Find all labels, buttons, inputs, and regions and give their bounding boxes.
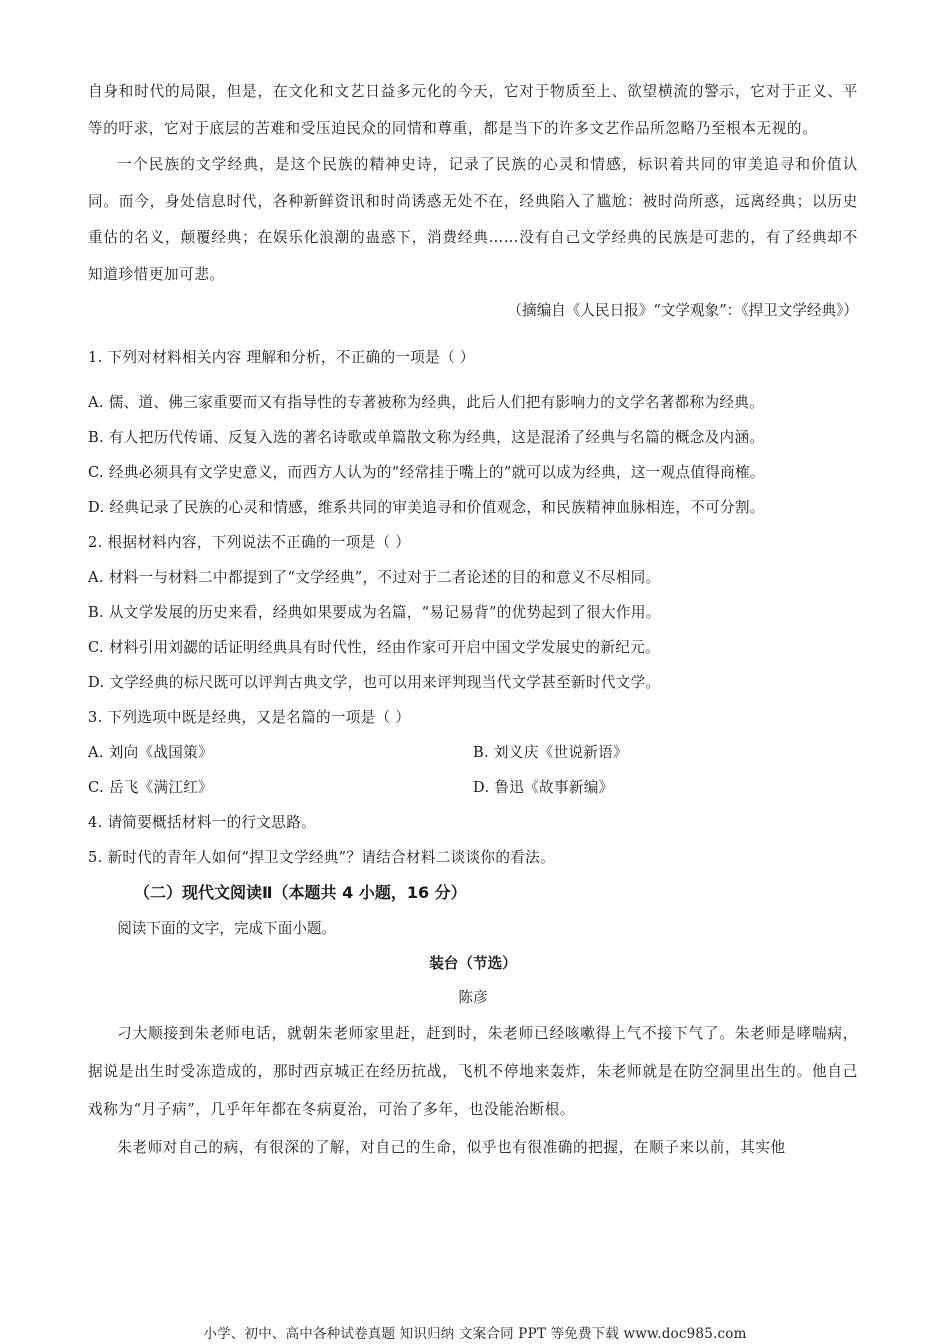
question-3-option-c: C. 岳飞《满江红》 (88, 778, 214, 796)
question-1-option-c: C. 经典必须具有文学史意义，而西方人认为的“经常挂于嘴上的”就可以成为经典，这一观点值得商榷。 (88, 463, 765, 481)
document-page (88, 74, 858, 1167)
question-5: 5. 新时代的青年人如何“捍卫文学经典”？请结合材料二谈谈你的看法。 (88, 848, 555, 866)
question-3-options-row-2 (88, 770, 858, 805)
source-citation: （摘编自《人民日报》“文学观象”：《捍卫文学经典》） (507, 302, 858, 319)
section-heading: （二）现代文阅读Ⅱ（本题共 4 小题，16 分） (134, 882, 467, 902)
question-1-stem: 1. 下列对材料相关内容 理解和分析，不正确的一项是（ ） (88, 348, 475, 366)
story-paragraph-1: 刁大顺接到朱老师电话，就朝朱老师家里赶，赶到时，朱老师已经咳嗽得上气不接下气了。朱老师是哮喘病，据说是出生时受冻造成的，那时西京城正在经历抗战，飞机不停地来轰炸，朱老师就是在防空洞里出生的。他自己戏称为“月子病”，几乎年年都在冬病夏治，可治了多年，也没能治断根。 (88, 1024, 858, 1118)
question-1-option-b: B. 有人把历代传诵、反复入选的著名诗歌或单篇散文称为经典，这是混淆了经典与名篇的概念及内涵。 (88, 428, 765, 446)
question-3-option-b: B. 刘义庆《世说新语》 (473, 743, 628, 761)
question-2-option-b: B. 从文学发展的历史来看，经典如果要成为名篇，“易记易背”的优势起到了很大作用。 (88, 603, 661, 621)
intro-paragraph-1: 自身和时代的局限，但是，在文化和文艺日益多元化的今天，它对于物质至上、欲望横流的警示，它对于正义、平等的吁求，它对于底层的苦难和受压迫民众的同情和尊重，都是当下的许多文艺作品所忽略乃至根本无视的。 (88, 83, 858, 137)
story-author: 陈彦 (458, 988, 488, 1006)
story-title: 装台（节选） (429, 954, 517, 972)
question-3-option-a: A. 刘向《战国策》 (88, 743, 213, 761)
question-2-stem: 2. 根据材料内容，下列说法不正确的一项是（ ） (88, 533, 411, 551)
section-instruction: 阅读下面的文字，完成下面小题。 (117, 919, 337, 937)
question-3-stem: 3. 下列选项中既是经典，又是名篇的一项是（ ） (88, 708, 411, 726)
question-1-option-d: D. 经典记录了民族的心灵和情感，维系共同的审美追寻和价值观念，和民族精神血脉相连，不可分割。 (88, 498, 765, 516)
question-1-option-a: A. 儒、道、佛三家重要而又有指导性的专著被称为经典，此后人们把有影响力的文学名著都称为经典。 (88, 393, 765, 411)
intro-paragraph-2: 一个民族的文学经典，是这个民族的精神史诗，记录了民族的心灵和情感，标识着共同的审美追寻和价值认同。而今，身处信息时代，各种新鲜资讯和时尚诱惑无处不在，经典陷入了尴尬：被时尚所惑，远离经典；以历史重估的名义，颠覆经典；在娱乐化浪潮的蛊惑下，消费经典……没有自己文学经典的民族是可悲的，有了经典却不知道珍惜更加可悲。 (88, 156, 858, 283)
question-2-option-a: A. 材料一与材料二中都提到了“文学经典”，不过对于二者论述的目的和意义不尽相同。 (88, 568, 661, 586)
question-4: 4. 请简要概括材料一的行文思路。 (88, 813, 316, 831)
footer-banner: 小学、初中、高中各种试卷真题 知识归纳 文案合同 PPT 等免费下载 www.doc985.com (203, 1326, 747, 1342)
question-3-options-row-1 (88, 735, 858, 770)
question-2-option-d: D. 文学经典的标尺既可以评判古典文学，也可以用来评判现当代文学甚至新时代文学。 (88, 673, 661, 691)
story-paragraph-2: 朱老师对自己的病，有很深的了解，对自己的生命，似乎也有很准确的把握，在顺子来以前，其实他 (117, 1138, 786, 1156)
question-3-option-d: D. 鲁迅《故事新编》 (473, 778, 614, 796)
question-2-option-c: C. 材料引用刘勰的话证明经典具有时代性，经由作家可开启中国文学发展史的新纪元。 (88, 638, 660, 656)
